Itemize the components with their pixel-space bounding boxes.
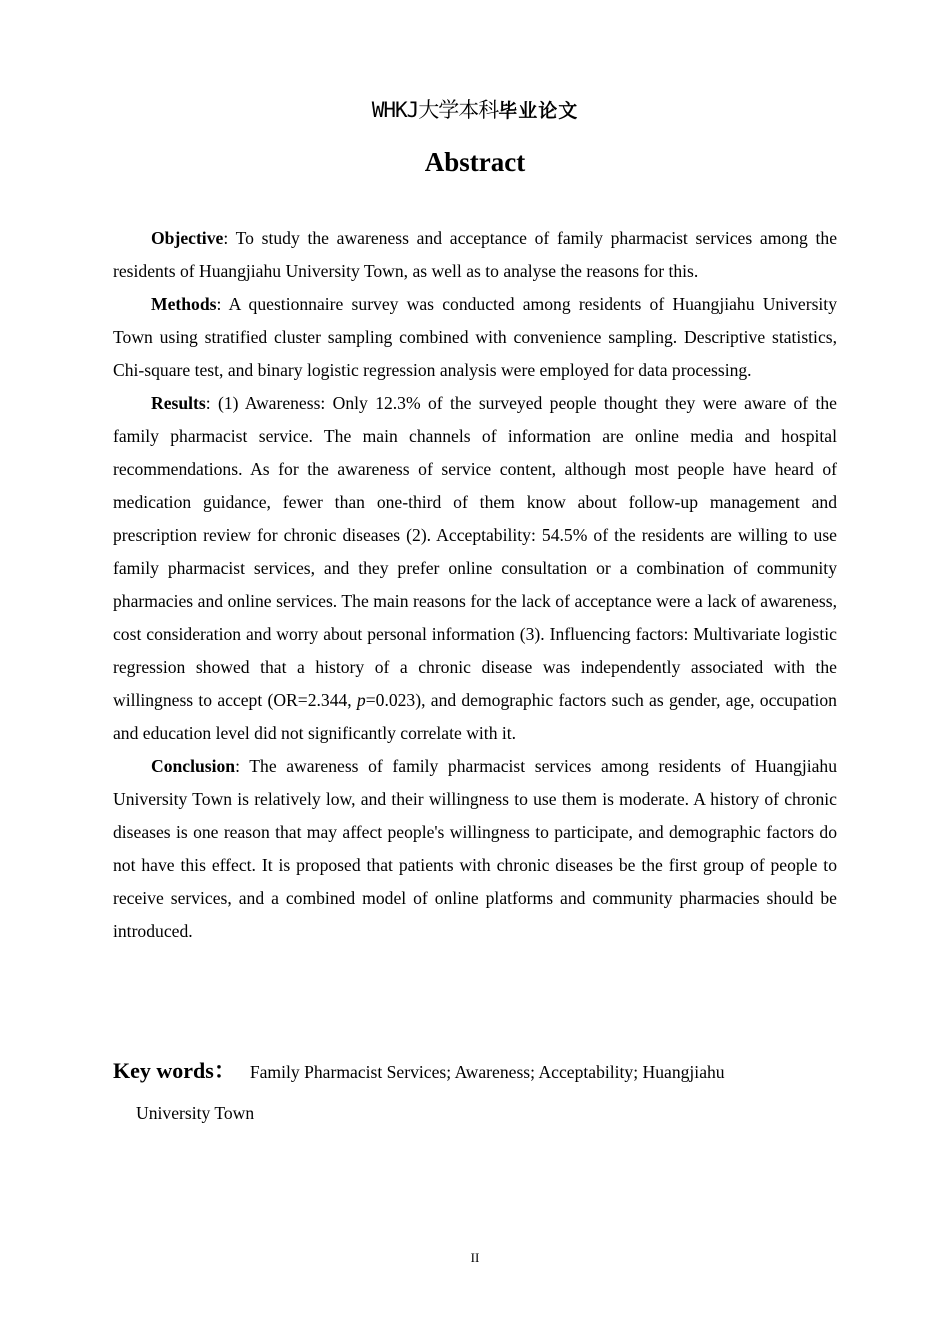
methods-label: Methods: [151, 294, 217, 314]
conclusion-text: : The awareness of family pharmacist services among residents of Huangjiahu University Town is relatively low, and their willingness to use them is moderate. A history of chronic diseases is one reason that may affect people's willingness to participate, and demographic factors do not have this effect. It is proposed that patients with chronic diseases be the first group of people to receive services, and a combined model of online platforms and community pharmacies should be introduced.: [113, 756, 837, 941]
page-number: II: [470, 1250, 480, 1265]
methods-text: : A questionnaire survey was conducted among residents of Huangjiahu University Town using stratified cluster sampling combined with convenience sampling. Descriptive statistics, Chi-square test, and binary logistic regression analysis were employed for data processing.: [113, 294, 837, 380]
page-title: Abstract: [424, 147, 526, 177]
methods-paragraph: [113, 288, 837, 387]
keywords-block: [113, 1050, 813, 1134]
objective-text: : To study the awareness and acceptance of family pharmacist services among the residents of Huangjiahu University Town, as well as to analyse the reasons for this.: [113, 228, 837, 281]
conclusion-label: Conclusion: [151, 756, 236, 776]
results-paragraph: [113, 387, 837, 750]
p-value-symbol: p: [356, 690, 366, 710]
document-header: [0, 96, 950, 125]
results-text-part2: =0.023), and demographic factors such as gender, age, occupation and education level did not significantly correlate with it.: [113, 690, 837, 743]
objective-label: Objective: [151, 228, 224, 248]
header-thesis-label: 毕业论文: [498, 100, 579, 122]
objective-paragraph: [113, 222, 837, 288]
keywords-label: Key words：: [113, 1058, 236, 1083]
results-text-part1: : (1) Awareness: Only 12.3% of the surveyed people thought they were aware of the family pharmacist service. The main channels of information are online media and hospital recommendations. As for the awareness of service content, although most people have heard of medication guidance, fewer than one-third of them know about follow-up management and prescription review for chronic diseases (2). Acceptability: 54.5% of the residents are willing to use family pharmacist services, and they prefer online consultation or a combination of community pharmacies and online services. The main reasons for the lack of acceptance were a lack of awareness, cost consideration and worry about personal information (3). Influencing factors: Multivariate logistic regression showed that a history of a chronic disease was independently associated with the willingness to accept (OR=2.344,: [113, 393, 837, 710]
abstract-body: [113, 222, 837, 948]
conclusion-paragraph: [113, 750, 837, 948]
header-university: WHKJ大学本科: [371, 98, 499, 122]
keywords-list-line-1: Family Pharmacist Services; Awareness; Acceptability; Huangjiahu: [249, 1062, 725, 1082]
keywords-line-1: [113, 1050, 813, 1093]
keywords-list-line-2: University Town: [136, 1103, 255, 1123]
results-label: Results: [151, 393, 206, 413]
